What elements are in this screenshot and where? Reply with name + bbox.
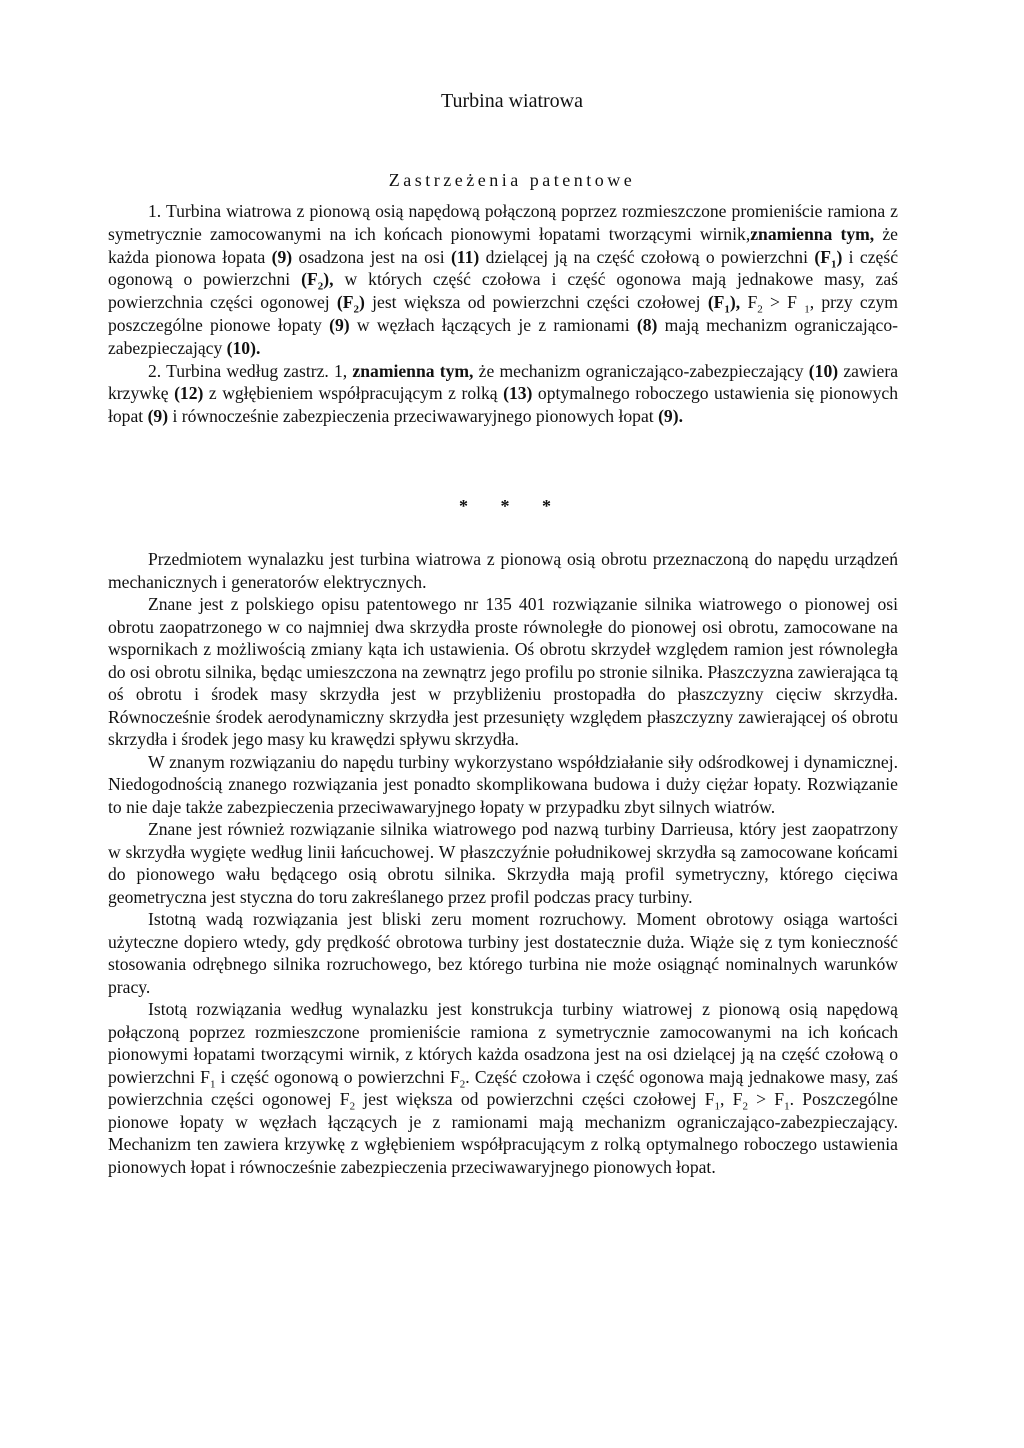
claim-1: 1. Turbina wiatrowa z pionową osią napędową połączoną poprzez rozmieszczone promieniście ramiona z symetrycznie zamocowanymi na ich końcach pionowymi łopatami tworzącymi wirnik,znamienna tym, że każda pionowa łopata (9) osadzona jest na osi (11) dzielącej ją na część czołową o powierzchni $(F_1)$ i część ogonową o powierzchni $(F_2)$, w których część czołowa i część ogonowa mają jednakowe masy, zaś powierzchnia części ogonowej $(F_2)$ jest większa od powierzchni części czołowej $(F_1)$, $F_2 > F$ $_1$, przy czym poszczególne pionowe łopaty (9) w węzłach łączących je z ramionami (8) mają mechanizm ograniczająco-zabezpieczający (10). bbox=[108, 201, 898, 358]
section-heading: Zastrzeżenia patentowe bbox=[388, 170, 636, 190]
claim-2-keyword: znamienna tym, bbox=[352, 360, 474, 381]
section-separator: * * * bbox=[459, 496, 565, 516]
claim-1-keyword: znamienna tym, bbox=[750, 223, 875, 244]
paragraph-5: Istotną wadą rozwiązania jest bliski zeru moment rozruchowy. Moment obrotowy osiąga wartości użyteczne dopiero wtedy, gdy prędkość obrotowa turbiny jest dostatecznie duża. Wiąże się z tym konieczność stosowania odrębnego silnika rozruchowego, bez którego turbina nie może osiągnąć nominalnych warunków pracy. bbox=[108, 909, 898, 997]
claim-2-number: 2. bbox=[148, 360, 162, 381]
claim-2: 2. Turbina według zastrz. 1, znamienna tym, że mechanizm ograniczająco-zabezpieczający (10) zawiera krzywkę (12) z wgłębieniem współpracującym z rolką (13) optymalnego roboczego ustawienia się pionowych łopat (9) i równocześnie zabezpieczenia przeciwawaryjnego pionowych łopat (9). bbox=[108, 360, 899, 427]
paragraph-6: Istotą rozwiązania według wynalazku jest konstrukcja turbiny wiatrowej z pionową osią napędową połączoną poprzez rozmieszczone promieniście ramiona z symetrycznie zamocowanymi na ich końcach pionowymi łopatami tworzącymi wirnik, z których każda osadzona jest na osi dzielącej ją na część czołową o powierzchni $F_1$ i część ogonową o powierzchni $F_2$. Część czołowa i część ogonowa mają jednakowe masy, zaś powierzchnia części ogonowej $F_2$ jest większa od powierzchni części czołowej $F_1$, $F_2 > F_1$. Poszczególne pionowe łopaty w węzłach łączących je z ramionami mają mechanizm ograniczająco-zabezpieczający. Mechanizm ten zawiera krzywkę z wgłębieniem współpracującym z rolką optymalnego roboczego ustawienia pionowych łopat i równocześnie zabezpieczenia przeciwawaryjnego pionowych łopat. bbox=[108, 999, 899, 1177]
paragraph-4: Znane jest również rozwiązanie silnika wiatrowego pod nazwą turbiny Darrieusa, który jest zaopatrzony w skrzydła wygięte według linii łańcuchowej. W płaszczyźnie południkowej skrzydła są zamocowane końcami do pionowego wału będącego osią obrotu silnika. Skrzydła mają profil symetryczny, którego cięciwa geometryczna jest styczna do toru zakreślanego przez profil podczas pracy turbiny. bbox=[108, 819, 898, 907]
description-body bbox=[108, 548, 898, 1178]
paragraph-1: Przedmiotem wynalazku jest turbina wiatrowa z pionową osią obrotu przeznaczoną do napędu urządzeń mechanicznych i generatorów elektrycznych. bbox=[108, 549, 898, 592]
document-title: Turbina wiatrowa bbox=[440, 90, 584, 112]
patent-claims bbox=[108, 200, 898, 428]
paragraph-3: W znanym rozwiązaniu do napędu turbiny wykorzystano współdziałanie siły odśrodkowej i dynamicznej. Niedogodnością znanego rozwiązania jest ponadto skomplikowana budowa i duży ciężar łopaty. Rozwiązanie to nie daje także zabezpieczenia przeciwawaryjnego łopaty w przypadku zbyt silnych wiatrów. bbox=[108, 751, 898, 817]
paragraph-2: Znane jest z polskiego opisu patentowego nr 135 401 rozwiązanie silnika wiatrowego o pionowej osi obrotu zaopatrzonego w co najmniej dwa skrzydła proste równoległe do pionowej osi obrotu, zamocowane na wspornikach z możliwością zmiany kąta ich ustawienia. Oś obrotu skrzydeł względem ramion jest równoległa do osi obrotu silnika, będąc umieszczona na zewnątrz jego profilu po stronie silnika. Płaszczyzna zawierająca tą oś obrotu i środek masy skrzydła jest w przybliżeniu prostopadła do płaszczyzny cięciw skrzydła. Równocześnie środek aerodynamiczny skrzydła jest przesunięty względem płaszczyzny zawierającej oś obrotu skrzydła i środek jego masy ku krawędzi spływu skrzydła. bbox=[108, 594, 898, 749]
claim-1-number: 1. bbox=[148, 201, 162, 221]
